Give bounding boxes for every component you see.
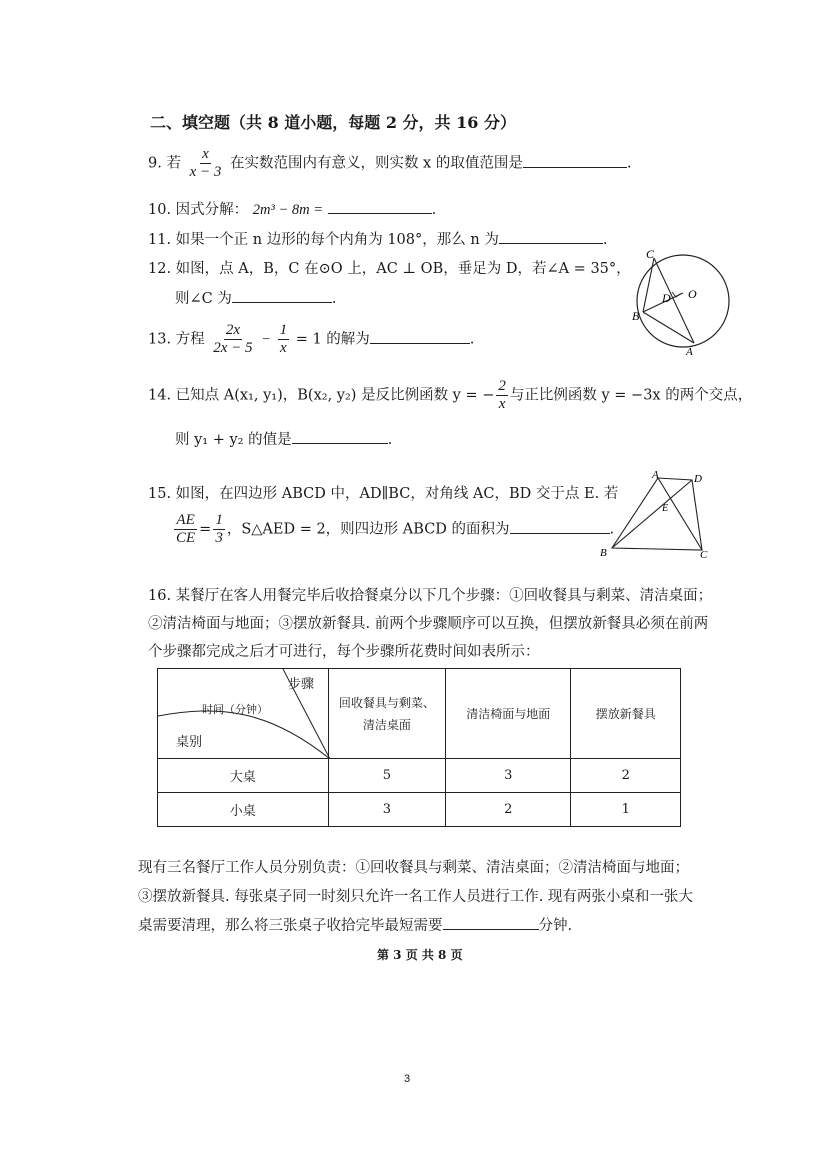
circle-o xyxy=(637,255,729,347)
q13-fraction-2 xyxy=(278,322,290,357)
row-label-large: 大桌 xyxy=(158,759,329,793)
row-label-small: 小桌 xyxy=(158,793,329,827)
q13-end: . xyxy=(469,331,475,348)
q11-answer-blank[interactable] xyxy=(499,242,603,244)
q12-line1: 如图，点 A，B，C 在⊙O 上，AC ⊥ OB，垂足为 D，若∠A = 35°， xyxy=(175,261,631,277)
q10-end: . xyxy=(431,202,437,218)
cell: 3 xyxy=(328,793,446,827)
q15-mid: ，S△AED = 2，则四边形 ABCD 的面积为 xyxy=(226,521,510,538)
q9-frac-num: x xyxy=(202,146,209,162)
question-11 xyxy=(148,228,607,249)
cell: 5 xyxy=(328,759,446,793)
q12-answer-blank[interactable] xyxy=(232,301,332,303)
q14-number: 14. xyxy=(148,387,172,404)
label-b: B xyxy=(600,547,607,559)
section-title: 二、填空题（共 8 道小题，每题 2 分，共 16 分） xyxy=(150,113,516,132)
label-c: C xyxy=(646,247,655,261)
q12-number: 12. xyxy=(148,261,172,277)
cell: 1 xyxy=(571,793,681,827)
q13-f1-num: 2x xyxy=(225,322,240,338)
q16-after2: ③摆放新餐具. 每张桌子同一时刻只允许一名工作人员进行工作. 现有两张小桌和一张大 xyxy=(138,889,693,905)
cell: 2 xyxy=(571,759,681,793)
q12-end: . xyxy=(331,291,337,307)
label-b: B xyxy=(632,309,640,323)
q9-end: . xyxy=(626,155,632,172)
q14-line2: 则 y₁ + y₂ 的值是 xyxy=(175,432,292,448)
q16-after3-line xyxy=(138,914,572,935)
q15-f-num: AE xyxy=(176,512,195,528)
q15-answer-blank[interactable] xyxy=(510,532,610,534)
question-13 xyxy=(148,322,474,357)
steps-time-table xyxy=(157,668,681,827)
q16-para3: 个步骤都完成之后才可进行，每个步骤所花费时间如表所示： xyxy=(148,644,540,660)
question-15-line2 xyxy=(172,512,614,547)
q15-eq: = xyxy=(199,521,212,538)
q13-answer-blank[interactable] xyxy=(370,342,470,344)
q12-circle-figure xyxy=(628,246,738,358)
q13-f2-den: x xyxy=(279,340,287,356)
q13-pre: 方程 xyxy=(175,331,205,348)
label-a: A xyxy=(686,346,693,358)
question-16-line1 xyxy=(148,584,712,605)
q14-answer-blank[interactable] xyxy=(292,442,388,444)
q9-pre: 若 xyxy=(166,155,181,172)
page-footer: 第 3 页 共 8 页 xyxy=(377,948,463,962)
table-header-row xyxy=(158,669,681,759)
q9-frac-den: x − 3 xyxy=(189,164,222,180)
q9-post: 在实数范围内有意义，则实数 x 的取值范围是 xyxy=(229,155,523,172)
question-9 xyxy=(148,146,631,181)
corner-table-label: 桌别 xyxy=(176,735,203,750)
header-step2: 清洁椅面与地面 xyxy=(446,669,571,759)
q16-after3: 桌需要清理，那么将三张桌子收拾完毕最短需要 xyxy=(138,918,443,934)
q11-end: . xyxy=(602,232,608,248)
q13-post: = 1 的解为 xyxy=(295,331,370,348)
label-e: E xyxy=(662,503,669,514)
table-row xyxy=(158,759,681,793)
page-number: 3 xyxy=(404,1073,411,1085)
question-12-line1 xyxy=(148,257,631,278)
q11-text: 如果一个正 n 边形的每个内角为 108°，那么 n 为 xyxy=(175,232,499,248)
q15-quadrilateral-figure xyxy=(596,468,722,564)
q15-number: 15. xyxy=(148,486,172,502)
q16-after3-end: 分钟. xyxy=(538,918,573,934)
q13-f1-den: 2x − 5 xyxy=(213,340,253,356)
q15-f-den: CE xyxy=(176,530,196,546)
header-step1-line1: 回收餐具与剩菜、 xyxy=(338,695,435,710)
cell: 3 xyxy=(446,759,571,793)
q11-number: 11. xyxy=(148,232,172,248)
q14-f-num: 2 xyxy=(498,378,506,394)
table-corner-cell xyxy=(158,669,329,759)
quadrilateral-abcd xyxy=(609,478,702,550)
q14-line1b: 与正比例函数 y = −3x 的两个交点， xyxy=(509,387,753,404)
q13-fraction-1 xyxy=(211,322,254,357)
header-step1-line2: 清洁桌面 xyxy=(362,717,411,732)
label-d: D xyxy=(662,291,671,305)
header-step3: 摆放新餐具 xyxy=(571,669,681,759)
q16-para2: ②清洁椅面与地面；③摆放新餐具. 前两个步骤顺序可以互换，但摆放新餐具必须在前两 xyxy=(148,616,709,632)
q15-line1: 如图，在四边形 ABCD 中，AD∥BC，对角线 AC，BD 交于点 E. 若 xyxy=(175,486,619,502)
q13-f2-num: 1 xyxy=(279,322,288,338)
label-d: D xyxy=(694,473,702,485)
q10-expression: 2m³ − 8m = xyxy=(252,202,324,218)
corner-step-label: 步骤 xyxy=(288,677,315,692)
question-14-line2 xyxy=(175,428,392,449)
label-c: C xyxy=(700,549,708,561)
q14-end: . xyxy=(387,432,393,448)
q16-answer-blank[interactable] xyxy=(443,928,539,930)
table-row xyxy=(158,793,681,827)
diagonal-ac xyxy=(658,478,702,550)
q15-v-num: 1 xyxy=(215,512,223,528)
cell: 2 xyxy=(446,793,571,827)
header-step1 xyxy=(328,669,446,759)
question-10 xyxy=(148,198,436,219)
q15-fraction-value xyxy=(213,512,225,547)
q15-v-den: 3 xyxy=(215,530,223,546)
q10-pre: 因式分解： xyxy=(175,202,249,218)
segment-cb xyxy=(643,258,654,312)
label-a: A xyxy=(652,469,659,481)
q14-line1a: 已知点 A(x₁, y₁)，B(x₂, y₂) 是反比例函数 y = − xyxy=(175,387,495,404)
q15-end: . xyxy=(609,521,615,538)
q16-after1: 现有三名餐厅工作人员分别负责：①回收餐具与剩菜、清洁桌面；②清洁椅面与地面； xyxy=(138,860,689,876)
q14-f-den: x xyxy=(498,396,506,412)
q14-fraction xyxy=(496,378,508,413)
question-15-line1 xyxy=(148,482,618,503)
q13-minus: − xyxy=(261,331,271,348)
q16-number: 16. xyxy=(148,588,172,604)
q10-answer-blank[interactable] xyxy=(328,212,432,214)
q13-number: 13. xyxy=(148,331,172,348)
q15-fraction-ae-ce xyxy=(174,512,197,547)
q9-number: 9. xyxy=(148,155,162,172)
label-o: O xyxy=(688,287,697,301)
q9-answer-blank[interactable] xyxy=(523,166,627,168)
corner-time-label: 时间（分钟） xyxy=(202,703,268,716)
question-12-line2 xyxy=(175,287,336,308)
q16-para1: 某餐厅在客人用餐完毕后收拾餐桌分以下几个步骤：①回收餐具与剩菜、清洁桌面； xyxy=(175,588,713,604)
q10-number: 10. xyxy=(148,202,172,218)
question-14-line1 xyxy=(148,378,752,413)
q9-fraction xyxy=(188,146,224,181)
q12-line2: 则∠C 为 xyxy=(175,291,232,307)
